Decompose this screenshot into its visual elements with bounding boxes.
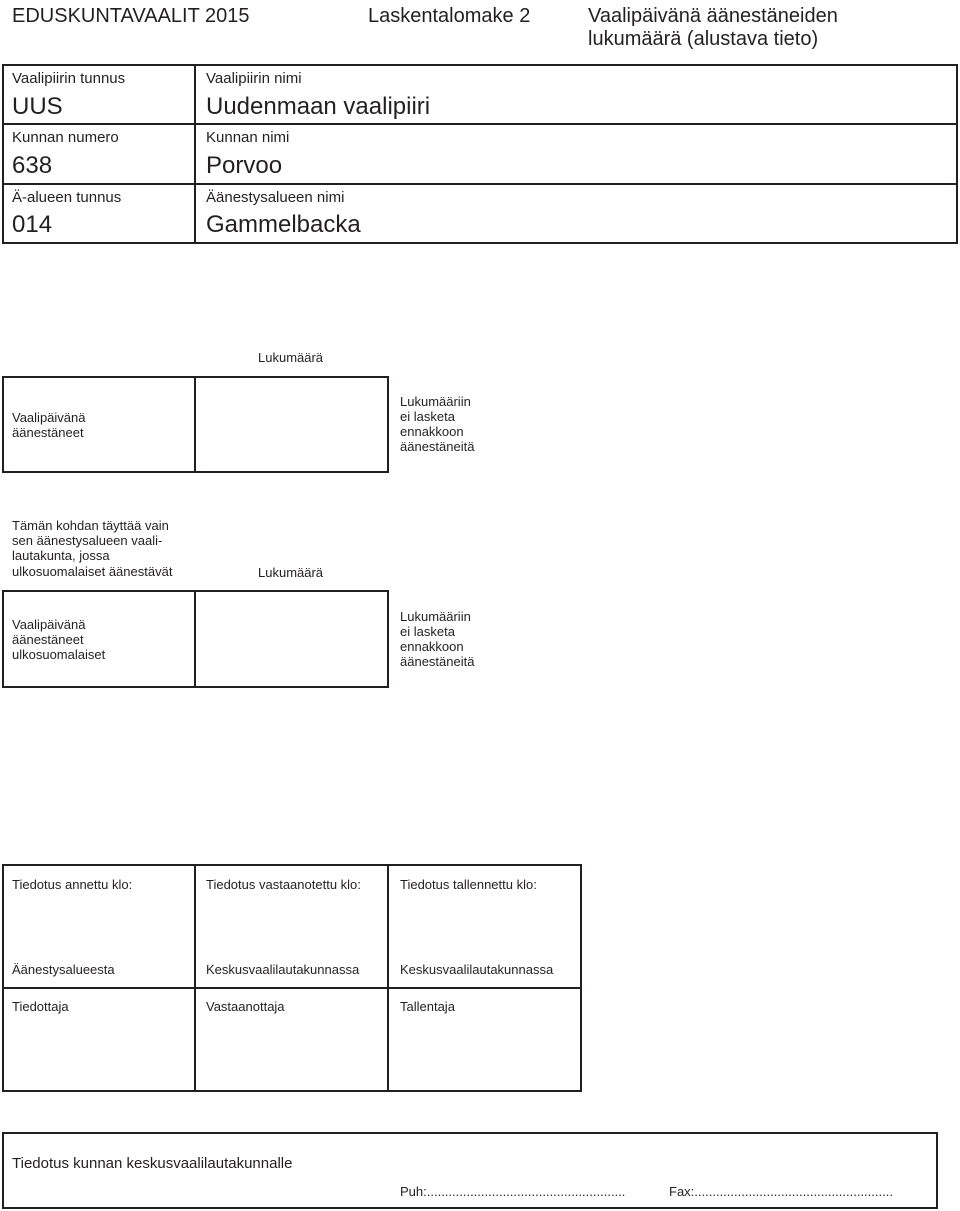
fax-field[interactable]: Fax:....................................................... <box>669 1184 893 1199</box>
section1-row-label-1: Vaalipäivänä <box>12 410 86 425</box>
area-id-value: 014 <box>12 211 53 238</box>
in-central-label-2: Keskusvaalilautakunnassa <box>400 962 554 977</box>
municipality-no-value: 638 <box>12 152 53 179</box>
form-name: Laskentalomake 2 <box>368 5 531 27</box>
recorder-signature-input[interactable] <box>389 1018 580 1090</box>
section2-row-label-2: äänestäneet <box>12 632 84 647</box>
section1-count-header: Lukumäärä <box>258 350 324 365</box>
area-id-label: Ä-alueen tunnus <box>12 189 122 206</box>
section1-note-3: ennakkoon <box>400 424 464 439</box>
given-at-label: Tiedotus annettu klo: <box>12 877 133 892</box>
section2-intro-4: ulkosuomalaiset äänestävät <box>12 564 173 579</box>
section1-note-2: ei lasketa <box>400 409 455 424</box>
section2-intro-1: Tämän kohdan täyttää vain <box>12 518 169 533</box>
section2-note-2: ei lasketa <box>400 624 455 639</box>
identity-divider <box>194 64 196 244</box>
footer-title: Tiedotus kunnan keskusvaalilautakunnalle <box>12 1155 293 1172</box>
municipality-name-value: Porvoo <box>206 152 283 179</box>
district-id-label: Vaalipiirin tunnus <box>12 70 126 87</box>
phone-field[interactable]: Puh:....................................................... <box>400 1184 626 1199</box>
area-name-value: Gammelbacka <box>206 211 361 238</box>
identity-row-divider-2 <box>2 183 958 185</box>
election-title: EDUSKUNTAVAALIT 2015 <box>12 5 250 27</box>
section2-row-label-3: ulkosuomalaiset <box>12 647 106 662</box>
from-area-label: Äänestysalueesta <box>12 962 115 977</box>
given-at-input[interactable] <box>4 895 192 955</box>
sender-signature-input[interactable] <box>4 1018 192 1090</box>
section2-row-label-1: Vaalipäivänä <box>12 617 86 632</box>
municipality-no-label: Kunnan numero <box>12 129 119 146</box>
form-subject-line1: Vaalipäivänä äänestäneiden <box>588 5 838 27</box>
section2-note-1: Lukumääriin <box>400 609 471 624</box>
section1-count-input[interactable] <box>196 378 387 471</box>
section2-note-4: äänestäneitä <box>400 654 475 669</box>
identity-box <box>2 64 958 244</box>
section1-note-1: Lukumääriin <box>400 394 471 409</box>
sender-label: Tiedottaja <box>12 999 69 1014</box>
receiver-signature-input[interactable] <box>196 1018 385 1090</box>
district-name-value: Uudenmaan vaalipiiri <box>206 93 431 120</box>
municipality-name-label: Kunnan nimi <box>206 129 290 146</box>
stored-at-input[interactable] <box>389 895 580 955</box>
receiver-label: Vastaanottaja <box>206 999 285 1014</box>
received-at-label: Tiedotus vastaanotettu klo: <box>206 877 361 892</box>
district-id-value: UUS <box>12 93 63 120</box>
section2-note-3: ennakkoon <box>400 639 464 654</box>
section2-intro-3: lautakunta, jossa <box>12 548 110 563</box>
stored-at-label: Tiedotus tallennettu klo: <box>400 877 537 892</box>
section2-intro-2: sen äänestysalueen vaali- <box>12 533 163 548</box>
identity-row-divider-1 <box>2 123 958 125</box>
section1-row-label-2: äänestäneet <box>12 425 84 440</box>
form-subject-line2: lukumäärä (alustava tieto) <box>588 28 819 50</box>
received-at-input[interactable] <box>196 895 385 955</box>
in-central-label-1: Keskusvaalilautakunnassa <box>206 962 360 977</box>
notification-row-divider <box>2 987 582 989</box>
district-name-label: Vaalipiirin nimi <box>206 70 302 87</box>
recorder-label: Tallentaja <box>400 999 455 1014</box>
area-name-label: Äänestysalueen nimi <box>206 189 345 206</box>
section2-count-header: Lukumäärä <box>258 565 324 580</box>
section1-note-4: äänestäneitä <box>400 439 475 454</box>
section2-count-input[interactable] <box>196 592 387 686</box>
